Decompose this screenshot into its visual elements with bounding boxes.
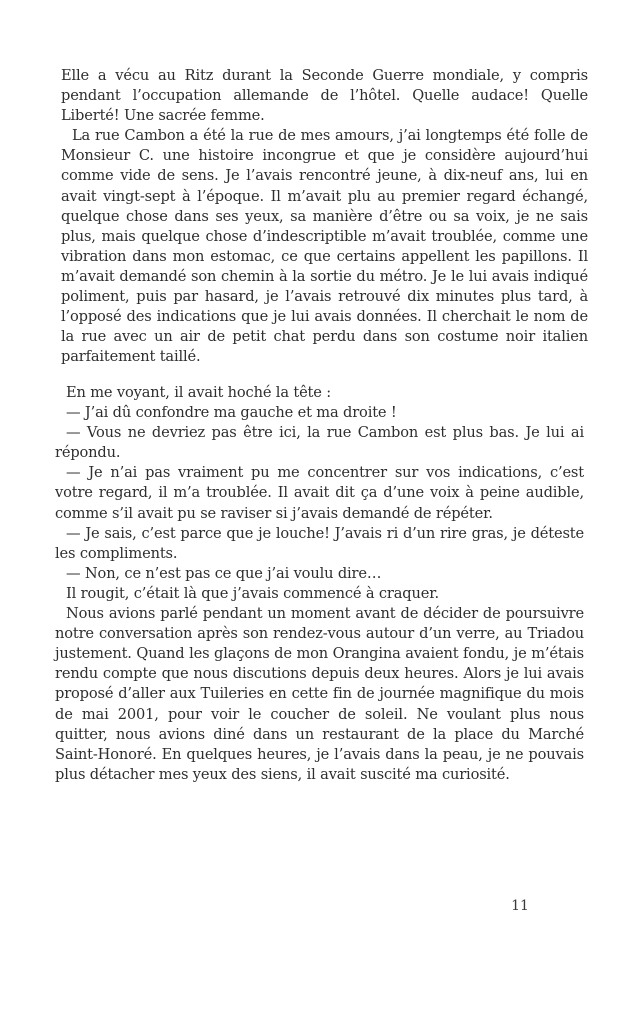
text-block-bottom bbox=[55, 383, 584, 785]
paragraph-nous-avions-parle: Nous avions parlé pendant un moment avant de décider de poursuivre notre conversation après son rendez-vous autour d’un verre, au Triadou justement. Quand les glaçons de mon Orangina avaient fondu, je m’étais rendu compte que nous discutions depuis deux heures. Alors je lui avais proposé d’aller aux Tuileries en cette fin de journée magnifique du mois de mai 2001, pour voir le coucher de soleil. Ne voulant plus nous quitter, nous avions diné dans un restaurant de la place du Marché Saint-Honoré. En quelques heures, je l’avais dans la peau, je ne pouvais plus détacher mes yeux des siens, il avait suscité ma curiosité. bbox=[55, 605, 584, 783]
paragraph-il-rougit: Il rougit, c’était là que j’avais commencé à craquer. bbox=[66, 584, 439, 602]
dialogue-line-1: — J’ai dû confondre ma gauche et ma droite ! bbox=[66, 404, 397, 422]
text-block-top bbox=[61, 66, 588, 367]
paragraph-rue-cambon: La rue Cambon a été la rue de mes amours, j’ai longtemps été folle de Monsieur C. une histoire incongrue et que je considère aujourd’hui comme vide de sens. Je l’avais rencontré jeune, à dix-neuf ans, lui en avait vingt-sept à l’époque. Il m’avait plu au premier regard échangé, quelque chose dans ses yeux, sa manière d’être ou sa voix, je ne sais plus, mais quelque chose d’indescriptible m’avait troublée, comme une vibration dans mon estomac, ce que certains appellent les papillons. Il m’avait demandé son chemin à la sortie du métro. Je le lui avais indiqué poliment, puis par hasard, je l’avais retrouvé dix minutes plus tard, à l’opposé des indications que je lui avais données. Il cherchait le nom de la rue avec un air de petit chat perdu dans son costume noir italien parfaitement taillé. bbox=[61, 127, 588, 366]
paragraph-ritz: Elle a vécu au Ritz durant la Seconde Guerre mondiale, y compris pendant l’occupation allemande de l’hôtel. Quelle audace! Quelle Liberté! Une sacrée femme. bbox=[61, 67, 588, 125]
dialogue-line-3: — Je n’ai pas vraiment pu me concentrer sur vos indications, c’est votre regard, il m’a troublée. Il avait dit ça d’une voix à peine audible, comme s’il avait pu se raviser si j’avais demandé de répéter. bbox=[55, 464, 584, 522]
dialogue-line-2: — Vous ne devriez pas être ici, la rue Cambon est plus bas. Je lui ai répondu. bbox=[55, 424, 584, 462]
dialogue-line-4: — Je sais, c’est parce que je louche! J’avais ri d’un rire gras, je déteste les compliments. bbox=[55, 524, 584, 562]
dialogue-line-5: — Non, ce n’est pas ce que j’ai voulu dire… bbox=[66, 564, 382, 582]
paragraph-en-me-voyant: En me voyant, il avait hoché la tête : bbox=[66, 384, 332, 401]
page-number: 11 bbox=[511, 898, 529, 914]
